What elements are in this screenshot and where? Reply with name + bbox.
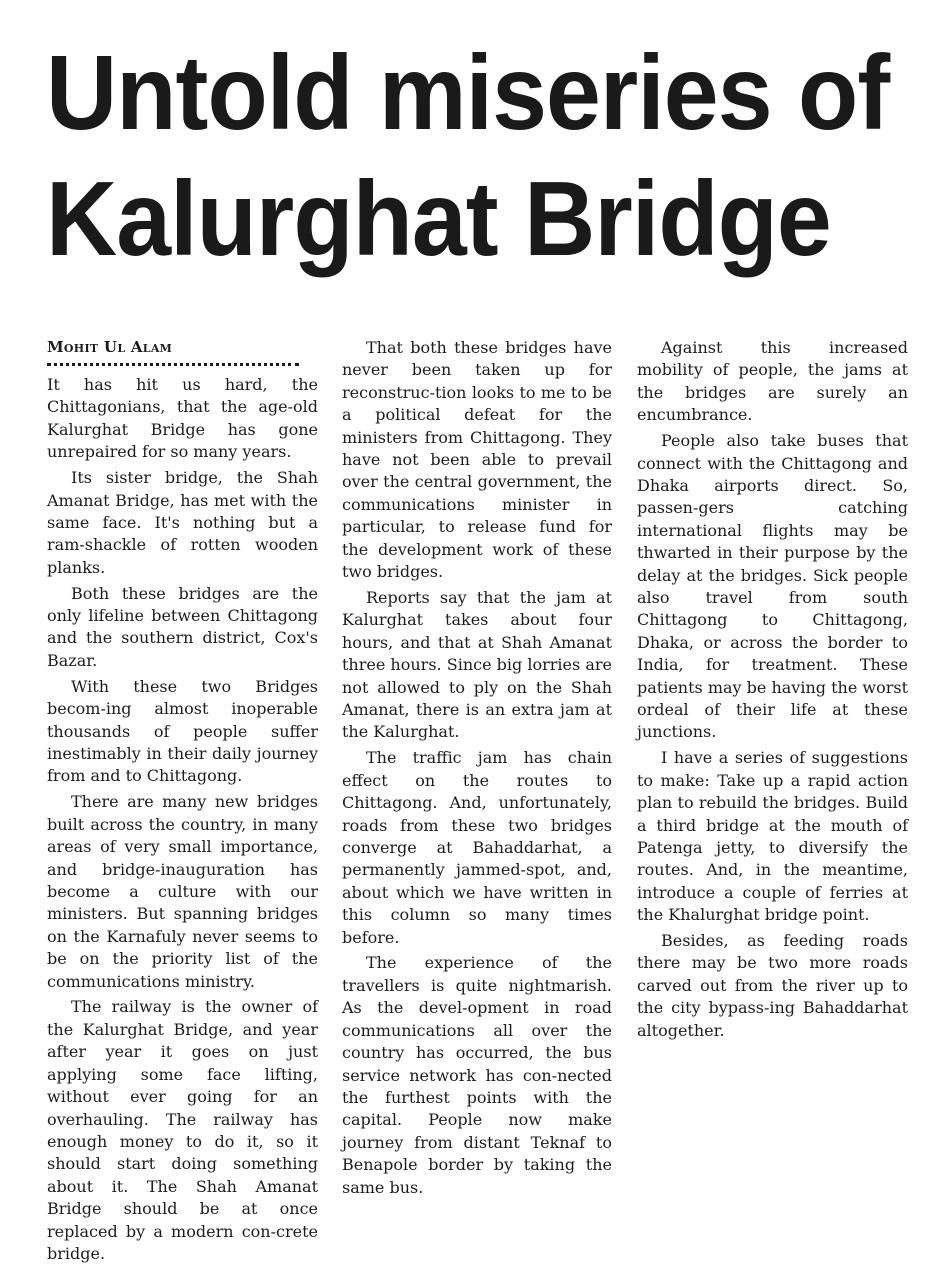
byline-dotted-rule	[47, 363, 299, 366]
paragraph: The railway is the owner of the Kalurghat Bridge, and year after year it goes on just applying some face lifting, without ever going for an overhauling. The railway has enough money to do it, so it should start doing something about it. The Shah Amanat Bridge should be at once replaced by a modern con-crete bridge.	[47, 997, 318, 1263]
paragraph: Besides, as feeding roads there may be two more roads carved out from the river up to the city bypass-ing Bahaddarhat altogether.	[637, 931, 908, 1040]
paragraph: The traffic jam has chain effect on the routes to Chittagong. And, unfortunately, roads from these two bridges converge at Bahaddarhat, a permanently jammed-spot, and, about which we have written in this column so many times before.	[342, 748, 612, 947]
author-byline: Mohit Ul Alam	[47, 338, 173, 356]
paragraph: It has hit us hard, the Chittagonians, that the age-old Kalurghat Bridge has gone unrepaired for so many years.	[47, 375, 318, 462]
article-column-3	[637, 337, 908, 1077]
paragraph: Both these bridges are the only lifeline between Chittagong and the southern district, Cox's Bazar.	[47, 583, 318, 670]
paragraph: People also take buses that connect with the Chittagong and Dhaka airports direct. So, passen-gers catching international flights may be thwarted in their purpose by the delay at the bridges. Sick people also travel from south Chittagong to Chittagong, Dhaka, or across the border to India, for treatment. These patients may be having the worst ordeal of their life at these junctions.	[637, 431, 908, 742]
article-headline	[46, 30, 890, 282]
headline-line-1: Untold miseries of	[46, 34, 890, 152]
paragraph: Its sister bridge, the Shah Amanat Bridge, has met with the same face. It's nothing but a ram-shackle of rotten wooden planks.	[47, 468, 318, 577]
headline-line-2: Kalurghat Bridge	[46, 160, 831, 278]
paragraph: I have a series of suggestions to make: Take up a rapid action plan to rebuild the bridges. Build a third bridge at the mouth of Patenga jetty, to diversify the routes. And, in the meantime, introduce a couple of ferries at the Khalurghat bridge point.	[637, 748, 908, 925]
paragraph: Reports say that the jam at Kalurghat takes about four hours, and that at Shah Amanat three hours. Since big lorries are not allowed to ply on the Shah Amanat, there is an extra jam at the Kalurghat.	[342, 587, 612, 742]
paragraph: The experience of the travellers is quite nightmarish. As the devel-opment in road communications all over the country has occurred, the bus service network has con-nected the furthest points with the capital. People now make journey from distant Teknaf to Benapole border by taking the same bus.	[342, 953, 612, 1197]
article-column-2	[342, 337, 612, 1197]
paragraph: There are many new bridges built across the country, in many areas of very small importance, and bridge-inauguration has become a culture with our ministers. But spanning bridges on the Karnafuly never seems to be on the priority list of the communications ministry.	[47, 792, 318, 991]
article-column-1	[47, 337, 318, 1263]
paragraph: That both these bridges have never been taken up for reconstruc-tion looks to me to be a political defeat for the ministers from Chittagong. They have not been able to prevail over the central government, the communications minister in particular, to release fund for the development work of these two bridges.	[342, 338, 612, 582]
paragraph: With these two Bridges becom-ing almost inoperable thousands of people suffer inestimably in their daily journey from and to Chittagong.	[47, 676, 318, 786]
paragraph: Against this increased mobility of people, the jams at the bridges are surely an encumbrance.	[637, 338, 908, 425]
